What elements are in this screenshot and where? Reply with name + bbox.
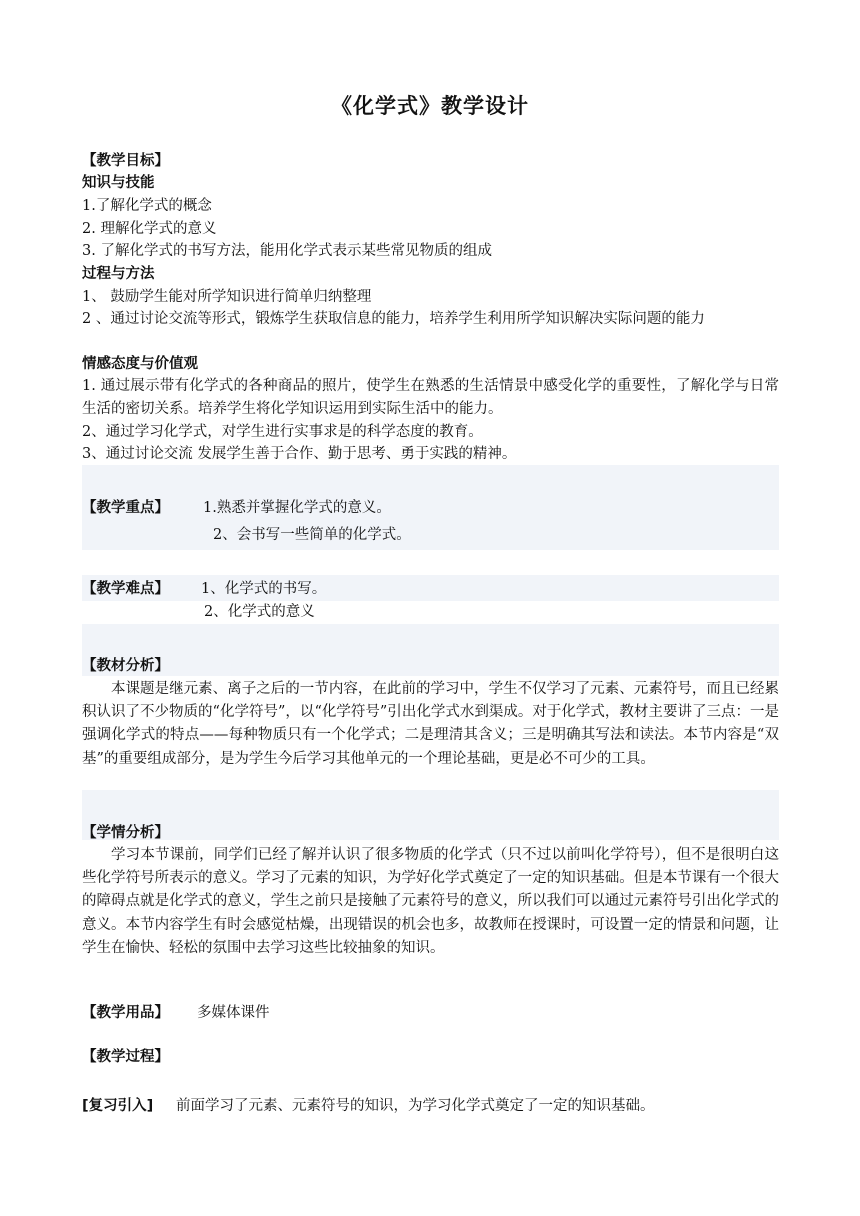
key-points-heading: 【教学重点】 — [82, 500, 169, 516]
objectives-heading: 【教学目标】 — [82, 153, 169, 169]
knowledge-item: 3. 了解化学式的书写方法，能用化学式表示某些常见物质的组成 — [82, 243, 492, 259]
process-item: 1、 鼓励学生能对所学知识进行简单归纳整理 — [82, 289, 372, 305]
knowledge-item: 1.了解化学式的概念 — [82, 198, 212, 214]
difficulty-item: 1、化学式的书写。 — [201, 581, 327, 597]
key-points-shade — [82, 465, 779, 550]
knowledge-item: 2. 理解化学式的意义 — [82, 221, 217, 237]
tools-heading: 【教学用品】 — [82, 1005, 169, 1021]
attitude-heading: 情感态度与价值观 — [82, 356, 198, 372]
tools-value: 多媒体课件 — [197, 1005, 270, 1021]
process-item: 2 、通过讨论交流等形式，锻炼学生获取信息的能力，培养学生利用所学知识解决实际问题的能力 — [82, 311, 705, 327]
attitude-item: 2、通过学习化学式，对学生进行实事求是的科学态度的教育。 — [82, 424, 483, 440]
key-point-item: 1.熟悉并掌握化学式的意义。 — [203, 500, 391, 516]
students-heading: 【学情分析】 — [82, 825, 169, 841]
difficulties-shade — [82, 575, 779, 601]
procedure-heading: 【教学过程】 — [82, 1049, 169, 1065]
document-title: 《化学式》教学设计 — [331, 94, 529, 118]
process-heading: 过程与方法 — [82, 266, 155, 282]
difficulties-heading: 【教学难点】 — [82, 581, 169, 597]
material-heading: 【教材分析】 — [82, 658, 169, 674]
difficulty-item: 2、化学式的意义 — [204, 604, 315, 620]
material-paragraph: 本课题是继元素、离子之后的一节内容，在此前的学习中，学生不仅学习了元素、元素符号，而且已经累积认识了不少物质的“化学符号”，以“化学符号”引出化学式水到渠成。对于化学式，教材主要讲了三点：一是强调化学式的特点——每种物质只有一个化学式；二是理清其含义；三是明确其写法和读法。本节内容是“双基”的重要组成部分，是为学生今后学习其他单元的一个理论基础，更是必不可少的工具。 — [82, 681, 779, 767]
attitude-item: 1. 通过展示带有化学式的各种商品的照片，使学生在熟悉的生活情景中感受化学的重要性，了解化学与日常生活的密切关系。培养学生将化学知识运用到实际生活中的能力。 — [82, 378, 779, 418]
review-heading: [复习引入] — [82, 1098, 154, 1114]
attitude-item: 3、通过讨论交流 发展学生善于合作、勤于思考、勇于实践的精神。 — [82, 446, 517, 462]
key-point-item: 2、会书写一些简单的化学式。 — [213, 527, 411, 543]
knowledge-heading: 知识与技能 — [82, 175, 155, 191]
students-paragraph: 学习本节课前，同学们已经了解并认识了很多物质的化学式（只不过以前叫化学符号），但不是很明白这些化学符号所表示的意义。学习了元素的知识，为学好化学式奠定了一定的知识基础。但是本节课有一个很大的障碍点就是化学式的意义，学生之前只是接触了元素符号的意义，所以我们可以通过元素符号引出化学式的意义。本节内容学生有时会感觉枯燥，出现错误的机会也多，故教师在授课时，可设置一定的情景和问题，让学生在愉快、轻松的氛围中去学习这些比较抽象的知识。 — [82, 847, 779, 956]
review-text: 前面学习了元素、元素符号的知识，为学习化学式奠定了一定的知识基础。 — [176, 1098, 655, 1114]
